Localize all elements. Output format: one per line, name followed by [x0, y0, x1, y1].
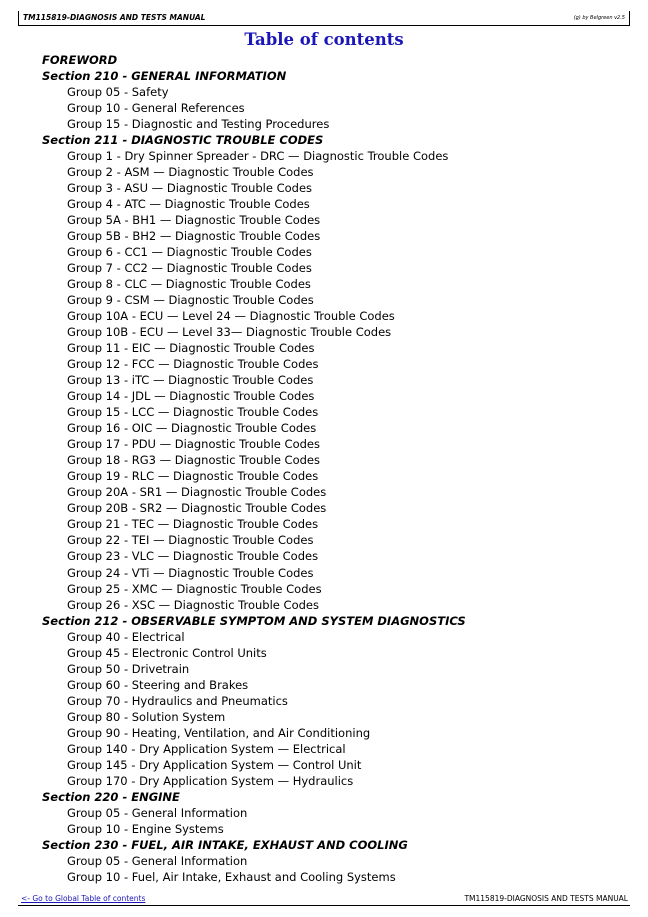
toc-group-entry[interactable]: Group 05 - Safety	[67, 85, 169, 100]
toc-group-entry[interactable]: Group 10 - General References	[67, 101, 245, 116]
toc-group-entry[interactable]: Group 10 - Fuel, Air Intake, Exhaust and Cooling Systems	[67, 869, 396, 884]
toc-group-entry[interactable]: Group 20A - SR1 — Diagnostic Trouble Codes	[67, 485, 327, 500]
toc-group-entry[interactable]: Group 40 - Electrical	[67, 629, 185, 644]
toc-group-entry[interactable]: Group 7 - CC2 — Diagnostic Trouble Codes	[67, 261, 312, 276]
toc-group-entry[interactable]: Group 145 - Dry Application System — Control Unit	[67, 757, 362, 772]
toc-group-entry[interactable]: Group 5A - BH1 — Diagnostic Trouble Codes	[67, 213, 321, 228]
toc-group-entry[interactable]: Group 26 - XSC — Diagnostic Trouble Codes	[67, 597, 319, 612]
toc-section-entry[interactable]: FOREWORD	[42, 53, 118, 67]
toc-group-entry[interactable]: Group 1 - Dry Spinner Spreader - DRC — Diagnostic Trouble Codes	[67, 149, 449, 164]
page-title: Table of contents	[244, 30, 404, 49]
toc-group-entry[interactable]: Group 3 - ASU — Diagnostic Trouble Codes	[67, 181, 313, 196]
toc-group-entry[interactable]: Group 10B - ECU — Level 33— Diagnostic Trouble Codes	[67, 325, 392, 340]
page-header	[18, 11, 630, 26]
footer-divider	[18, 905, 630, 906]
toc-group-entry[interactable]: Group 50 - Drivetrain	[67, 661, 190, 676]
toc-group-entry[interactable]: Group 15 - Diagnostic and Testing Procedures	[67, 117, 330, 132]
table-of-contents-list	[42, 52, 466, 885]
toc-group-entry[interactable]: Group 60 - Steering and Brakes	[67, 677, 249, 692]
toc-group-entry[interactable]: Group 2 - ASM — Diagnostic Trouble Codes	[67, 165, 314, 180]
toc-group-entry[interactable]: Group 5B - BH2 — Diagnostic Trouble Codes	[67, 229, 321, 244]
toc-group-entry[interactable]: Group 24 - VTi — Diagnostic Trouble Codes	[67, 565, 314, 580]
toc-group-entry[interactable]: Group 13 - iTC — Diagnostic Trouble Codes	[67, 373, 314, 388]
toc-group-entry[interactable]: Group 05 - General Information	[67, 805, 248, 820]
toc-group-entry[interactable]: Group 10A - ECU — Level 24 — Diagnostic Trouble Codes	[67, 309, 395, 324]
toc-group-entry[interactable]: Group 8 - CLC — Diagnostic Trouble Codes	[67, 277, 311, 292]
toc-group-entry[interactable]: Group 14 - JDL — Diagnostic Trouble Codes	[67, 389, 315, 404]
toc-group-entry[interactable]: Group 10 - Engine Systems	[67, 821, 224, 836]
toc-group-entry[interactable]: Group 17 - PDU — Diagnostic Trouble Codes	[67, 437, 320, 452]
toc-group-entry[interactable]: Group 45 - Electronic Control Units	[67, 645, 267, 660]
toc-group-entry[interactable]: Group 21 - TEC — Diagnostic Trouble Codes	[67, 517, 319, 532]
global-toc-link[interactable]: <- Go to Global Table of contents	[21, 894, 146, 903]
toc-group-entry[interactable]: Group 15 - LCC — Diagnostic Trouble Codes	[67, 405, 319, 420]
toc-section-entry[interactable]: Section 211 - DIAGNOSTIC TROUBLE CODES	[42, 133, 324, 148]
toc-group-entry[interactable]: Group 11 - EIC — Diagnostic Trouble Codes	[67, 341, 315, 356]
toc-group-entry[interactable]: Group 12 - FCC — Diagnostic Trouble Codes	[67, 357, 319, 372]
toc-section-entry[interactable]: Section 230 - FUEL, AIR INTAKE, EXHAUST AND COOLING	[42, 837, 408, 852]
toc-group-entry[interactable]: Group 25 - XMC — Diagnostic Trouble Codes	[67, 581, 322, 596]
toc-group-entry[interactable]: Group 9 - CSM — Diagnostic Trouble Codes	[67, 293, 314, 308]
toc-group-entry[interactable]: Group 23 - VLC — Diagnostic Trouble Codes	[67, 549, 319, 564]
toc-group-entry[interactable]: Group 70 - Hydraulics and Pneumatics	[67, 693, 288, 708]
header-manual-title: TM115819-DIAGNOSIS AND TESTS MANUAL	[23, 13, 206, 22]
toc-group-entry[interactable]: Group 6 - CC1 — Diagnostic Trouble Codes	[67, 245, 312, 260]
toc-group-entry[interactable]: Group 19 - RLC — Diagnostic Trouble Codes	[67, 469, 319, 484]
toc-group-entry[interactable]: Group 22 - TEI — Diagnostic Trouble Codes	[67, 533, 314, 548]
toc-group-entry[interactable]: Group 170 - Dry Application System — Hydraulics	[67, 773, 354, 788]
toc-group-entry[interactable]: Group 16 - OIC — Diagnostic Trouble Codes	[67, 421, 317, 436]
toc-group-entry[interactable]: Group 18 - RG3 — Diagnostic Trouble Codes	[67, 453, 320, 468]
toc-section-entry[interactable]: Section 210 - GENERAL INFORMATION	[42, 69, 287, 84]
toc-group-entry[interactable]: Group 80 - Solution System	[67, 709, 226, 724]
toc-section-entry[interactable]: Section 212 - OBSERVABLE SYMPTOM AND SYSTEM DIAGNOSTICS	[42, 613, 466, 628]
toc-group-entry[interactable]: Group 20B - SR2 — Diagnostic Trouble Codes	[67, 501, 327, 516]
toc-group-entry[interactable]: Group 140 - Dry Application System — Electrical	[67, 741, 346, 756]
header-credit: (g) by Belgreen v2.5	[573, 15, 625, 21]
toc-group-entry[interactable]: Group 90 - Heating, Ventilation, and Air Conditioning	[67, 725, 371, 740]
toc-section-entry[interactable]: Section 220 - ENGINE	[42, 789, 180, 804]
toc-group-entry[interactable]: Group 4 - ATC — Diagnostic Trouble Codes	[67, 197, 310, 212]
footer-manual-title: TM115819-DIAGNOSIS AND TESTS MANUAL	[464, 894, 628, 903]
toc-group-entry[interactable]: Group 05 - General Information	[67, 853, 248, 868]
